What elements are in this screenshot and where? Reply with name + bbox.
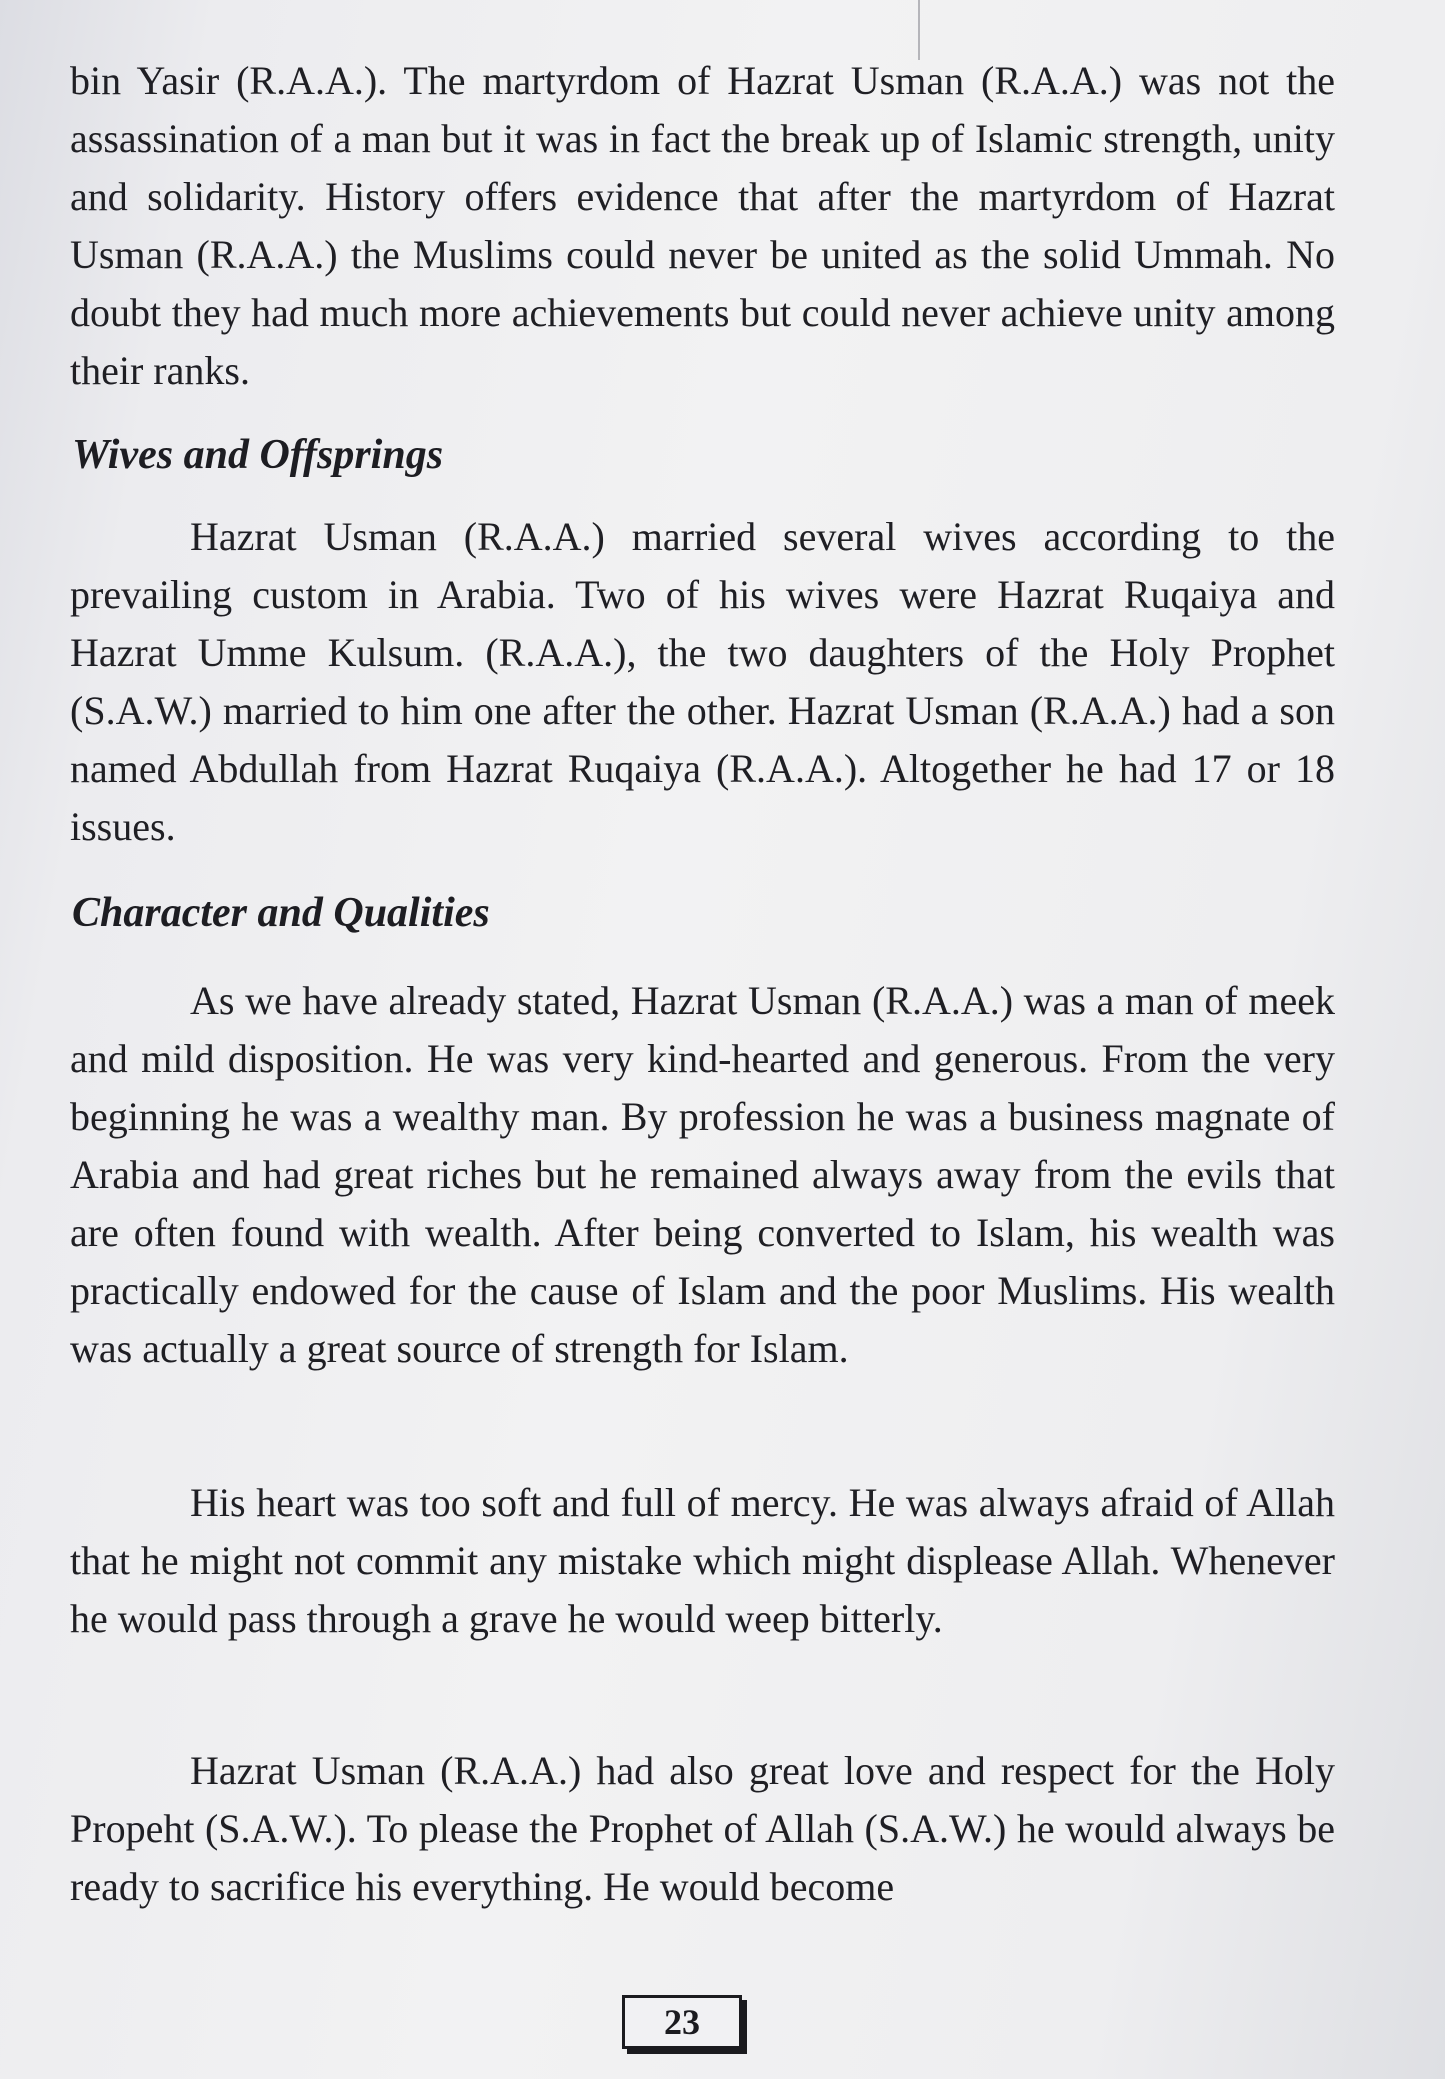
character-block-3	[70, 1742, 1335, 1916]
intro-paragraph: bin Yasir (R.A.A.). The martyrdom of Hazrat Usman (R.A.A.) was not the assassination of a man but it was in fact the break up of Islamic strength, unity and solidarity. History offers evidence that after the martyrdom of Hazrat Usman (R.A.A.) the Muslims could never be united as the solid Ummah. No doubt they had much more achievements but could never achieve unity among their ranks.	[70, 58, 1335, 393]
character-paragraph-3: Hazrat Usman (R.A.A.) had also great love and respect for the Holy Propeht (S.A.W.). To please the Prophet of Allah (S.A.W.) he would always be ready to sacrifice his everything. He would become	[70, 1748, 1335, 1909]
character-block-1	[70, 972, 1335, 1378]
character-paragraph-2: His heart was too soft and full of mercy. He was always afraid of Allah that he might not commit any mistake which might displease Allah. Whenever he would pass through a grave he would weep bitterly.	[70, 1480, 1335, 1641]
character-heading: Character and Qualities	[72, 890, 490, 936]
page-number: 23	[622, 1995, 742, 2049]
intro-block	[70, 52, 1335, 400]
wives-paragraph: Hazrat Usman (R.A.A.) married several wives according to the prevailing custom in Arabia. Two of his wives were Hazrat Ruqaiya and Hazrat Umme Kulsum. (R.A.A.), the two daughters of the Holy Prophet (S.A.W.) married to him one after the other. Hazrat Usman (R.A.A.) had a son named Abdullah from Hazrat Ruqaiya (R.A.A.). Altogether he had 17 or 18 issues.	[70, 514, 1335, 849]
character-block-2	[70, 1474, 1335, 1648]
wives-heading: Wives and Offsprings	[72, 432, 444, 478]
wives-block	[70, 508, 1335, 856]
page-crease	[918, 0, 920, 60]
character-paragraph-1: As we have already stated, Hazrat Usman (R.A.A.) was a man of meek and mild disposition. He was very kind-hearted and generous. From the very beginning he was a wealthy man. By profession he was a business magnate of Arabia and had great riches but he remained always away from the evils that are often found with wealth. After being converted to Islam, his wealth was practically endowed for the cause of Islam and the poor Muslims. His wealth was actually a great source of strength for Islam.	[70, 978, 1335, 1371]
